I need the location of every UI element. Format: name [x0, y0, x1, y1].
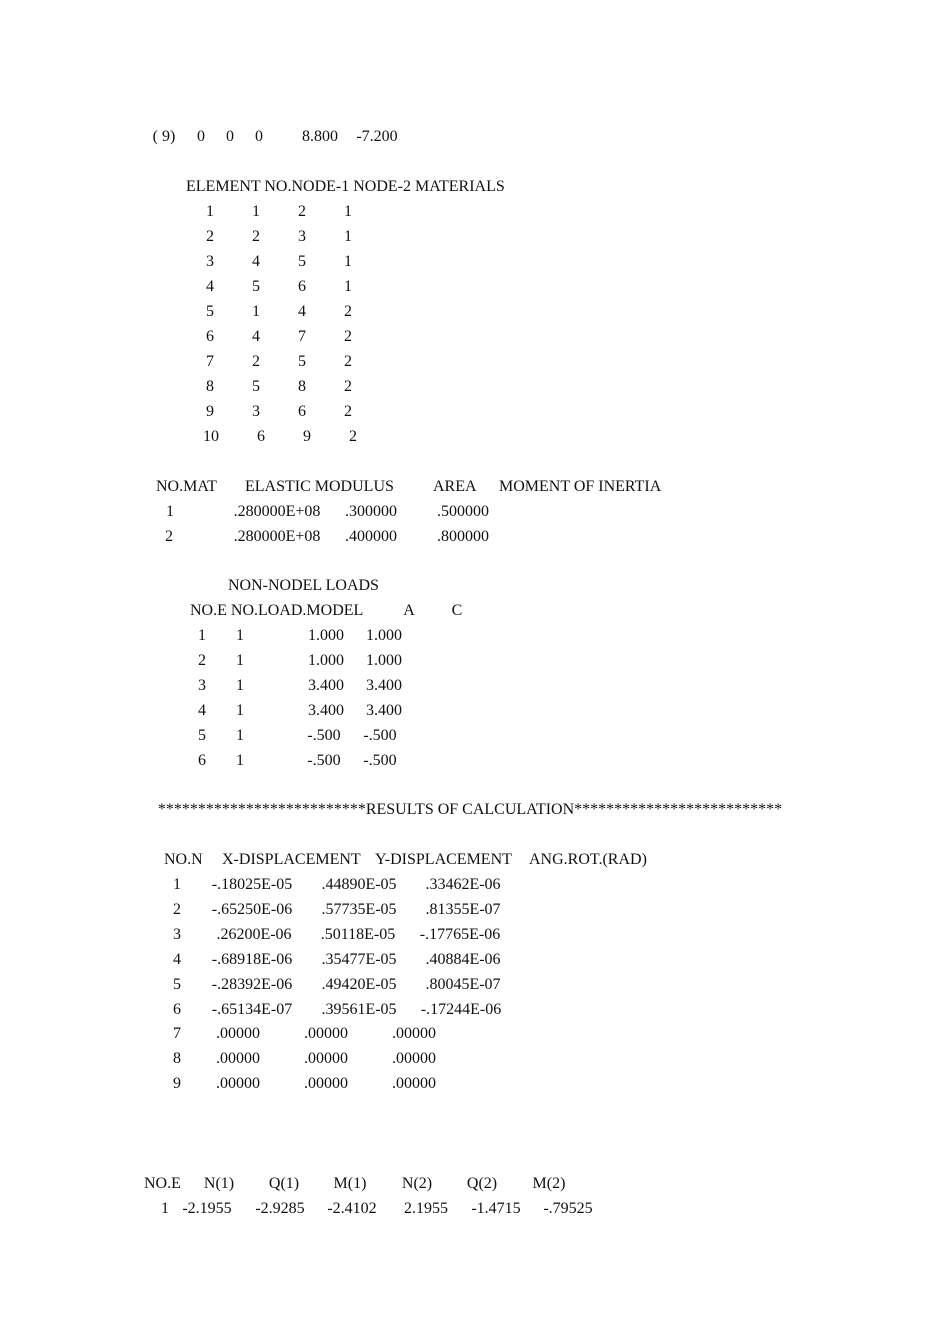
top-row-cell: -7.200	[356, 128, 398, 145]
load-element-no: 6	[198, 752, 206, 769]
element-no: 9	[206, 403, 214, 420]
node-1: 6	[257, 428, 265, 445]
load-model: 1	[236, 727, 244, 744]
displacement-header-y: Y-DISPLACEMENT	[375, 851, 512, 868]
node-2: 3	[298, 228, 306, 245]
angular-rotation: .80045E-07	[425, 976, 501, 993]
node-no: 9	[173, 1075, 181, 1092]
node-no: 1	[173, 876, 181, 893]
force-header-q2: Q(2)	[466, 1175, 498, 1192]
load-element-no: 3	[198, 677, 206, 694]
x-displacement: -.18025E-05	[211, 876, 293, 893]
node-no: 4	[173, 951, 181, 968]
load-model: 1	[236, 702, 244, 719]
force-m1: -2.4102	[327, 1200, 377, 1217]
element-no: 6	[206, 328, 214, 345]
material: 1	[344, 203, 352, 220]
element-no: 7	[206, 353, 214, 370]
node-2: 2	[298, 203, 306, 220]
force-element-no: 1	[161, 1200, 169, 1217]
node-2: 5	[298, 253, 306, 270]
moment-of-inertia: .800000	[437, 528, 489, 545]
area: .400000	[345, 528, 397, 545]
results-banner: **************************RESULTS OF CALCULATION**************************	[157, 801, 783, 818]
force-n2: 2.1955	[404, 1200, 448, 1217]
top-row-cell: 0	[226, 128, 234, 145]
y-displacement: .39561E-05	[321, 1001, 397, 1018]
node-1: 2	[252, 353, 260, 370]
x-displacement: .26200E-06	[216, 926, 292, 943]
material: 2	[344, 403, 352, 420]
load-a: 1.000	[308, 627, 344, 644]
area: .300000	[345, 503, 397, 520]
node-1: 3	[252, 403, 260, 420]
x-displacement: -.65250E-06	[211, 901, 293, 918]
angular-rotation: .33462E-06	[425, 876, 501, 893]
load-c: -.500	[363, 727, 397, 744]
load-c: 3.400	[366, 677, 402, 694]
load-element-no: 4	[198, 702, 206, 719]
material: 2	[344, 353, 352, 370]
load-a: -.500	[307, 727, 341, 744]
y-displacement: .00000	[304, 1050, 348, 1067]
node-1: 1	[252, 303, 260, 320]
angular-rotation: .40884E-06	[425, 951, 501, 968]
angular-rotation: .81355E-07	[425, 901, 501, 918]
material-header-inertia: MOMENT OF INERTIA	[499, 478, 662, 495]
elastic-modulus: .280000E+08	[233, 528, 321, 545]
force-n1: -2.1955	[182, 1200, 232, 1217]
node-no: 7	[173, 1025, 181, 1042]
load-a: 1.000	[308, 652, 344, 669]
load-model: 1	[236, 752, 244, 769]
material-header-no: NO.MAT	[156, 478, 217, 495]
force-q2: -1.4715	[471, 1200, 521, 1217]
force-header-element: NO.E	[144, 1175, 181, 1192]
force-header-n1: N(1)	[203, 1175, 235, 1192]
moment-of-inertia: .500000	[437, 503, 489, 520]
node-2: 4	[298, 303, 306, 320]
node-2: 6	[298, 403, 306, 420]
material-header-modulus: ELASTIC MODULUS	[245, 478, 394, 495]
element-no: 3	[206, 253, 214, 270]
load-model: 1	[236, 652, 244, 669]
load-a: 3.400	[308, 702, 344, 719]
loads-title: NON-NODEL LOADS	[228, 577, 379, 594]
y-displacement: .00000	[304, 1075, 348, 1092]
x-displacement: -.68918E-06	[211, 951, 293, 968]
x-displacement: .00000	[216, 1075, 260, 1092]
top-row-label: ( 9)	[152, 128, 176, 145]
load-c: 3.400	[366, 702, 402, 719]
displacement-header-x: X-DISPLACEMENT	[222, 851, 361, 868]
y-displacement: .00000	[304, 1025, 348, 1042]
node-2: 5	[298, 353, 306, 370]
load-model: 1	[236, 677, 244, 694]
force-m2: -.79525	[543, 1200, 593, 1217]
node-no: 6	[173, 1001, 181, 1018]
load-element-no: 1	[198, 627, 206, 644]
material: 2	[349, 428, 357, 445]
angular-rotation: -.17244E-06	[420, 1001, 502, 1018]
node-no: 8	[173, 1050, 181, 1067]
load-a: 3.400	[308, 677, 344, 694]
y-displacement: .50118E-05	[320, 926, 396, 943]
displacement-header-node: NO.N	[164, 851, 203, 868]
load-model: 1	[236, 627, 244, 644]
node-1: 1	[252, 203, 260, 220]
angular-rotation: .00000	[392, 1050, 436, 1067]
y-displacement: .57735E-05	[321, 901, 397, 918]
material: 2	[344, 328, 352, 345]
node-1: 5	[252, 378, 260, 395]
element-no: 10	[203, 428, 219, 445]
node-2: 6	[298, 278, 306, 295]
material: 1	[344, 228, 352, 245]
node-no: 2	[173, 901, 181, 918]
x-displacement: .00000	[216, 1025, 260, 1042]
node-no: 5	[173, 976, 181, 993]
node-no: 3	[173, 926, 181, 943]
top-row-cell: 0	[255, 128, 263, 145]
force-header-m2: M(2)	[532, 1175, 566, 1192]
node-2: 7	[298, 328, 306, 345]
node-2: 9	[303, 428, 311, 445]
material: 1	[344, 278, 352, 295]
load-c: 1.000	[366, 652, 402, 669]
displacement-header-rot: ANG.ROT.(RAD)	[529, 851, 647, 868]
loads-header-c: C	[451, 602, 463, 619]
angular-rotation: .00000	[392, 1025, 436, 1042]
material: 2	[344, 378, 352, 395]
x-displacement: .00000	[216, 1050, 260, 1067]
node-1: 2	[252, 228, 260, 245]
force-header-n2: N(2)	[401, 1175, 433, 1192]
element-no: 1	[206, 203, 214, 220]
node-1: 4	[252, 253, 260, 270]
angular-rotation: -.17765E-06	[419, 926, 501, 943]
y-displacement: .49420E-05	[321, 976, 397, 993]
force-header-m1: M(1)	[333, 1175, 367, 1192]
x-displacement: -.65134E-07	[211, 1001, 293, 1018]
element-table-header: ELEMENT NO.NODE-1 NODE-2 MATERIALS	[186, 178, 505, 195]
element-no: 2	[206, 228, 214, 245]
material: 1	[344, 253, 352, 270]
node-1: 4	[252, 328, 260, 345]
load-c: 1.000	[366, 627, 402, 644]
material: 2	[344, 303, 352, 320]
material-no: 2	[165, 528, 173, 545]
material-header-area: AREA	[433, 478, 477, 495]
y-displacement: .35477E-05	[321, 951, 397, 968]
y-displacement: .44890E-05	[321, 876, 397, 893]
loads-header-no: NO.E NO.LOAD.MODEL	[190, 602, 364, 619]
load-c: -.500	[363, 752, 397, 769]
x-displacement: -.28392E-06	[211, 976, 293, 993]
load-element-no: 5	[198, 727, 206, 744]
top-row-cell: 0	[197, 128, 205, 145]
node-2: 8	[298, 378, 306, 395]
material-no: 1	[166, 503, 174, 520]
element-no: 5	[206, 303, 214, 320]
element-no: 4	[206, 278, 214, 295]
angular-rotation: .00000	[392, 1075, 436, 1092]
force-q1: -2.9285	[255, 1200, 305, 1217]
elastic-modulus: .280000E+08	[233, 503, 321, 520]
top-row-cell: 8.800	[302, 128, 338, 145]
load-element-no: 2	[198, 652, 206, 669]
loads-header-a: A	[403, 602, 415, 619]
element-no: 8	[206, 378, 214, 395]
force-header-q1: Q(1)	[268, 1175, 300, 1192]
load-a: -.500	[307, 752, 341, 769]
node-1: 5	[252, 278, 260, 295]
